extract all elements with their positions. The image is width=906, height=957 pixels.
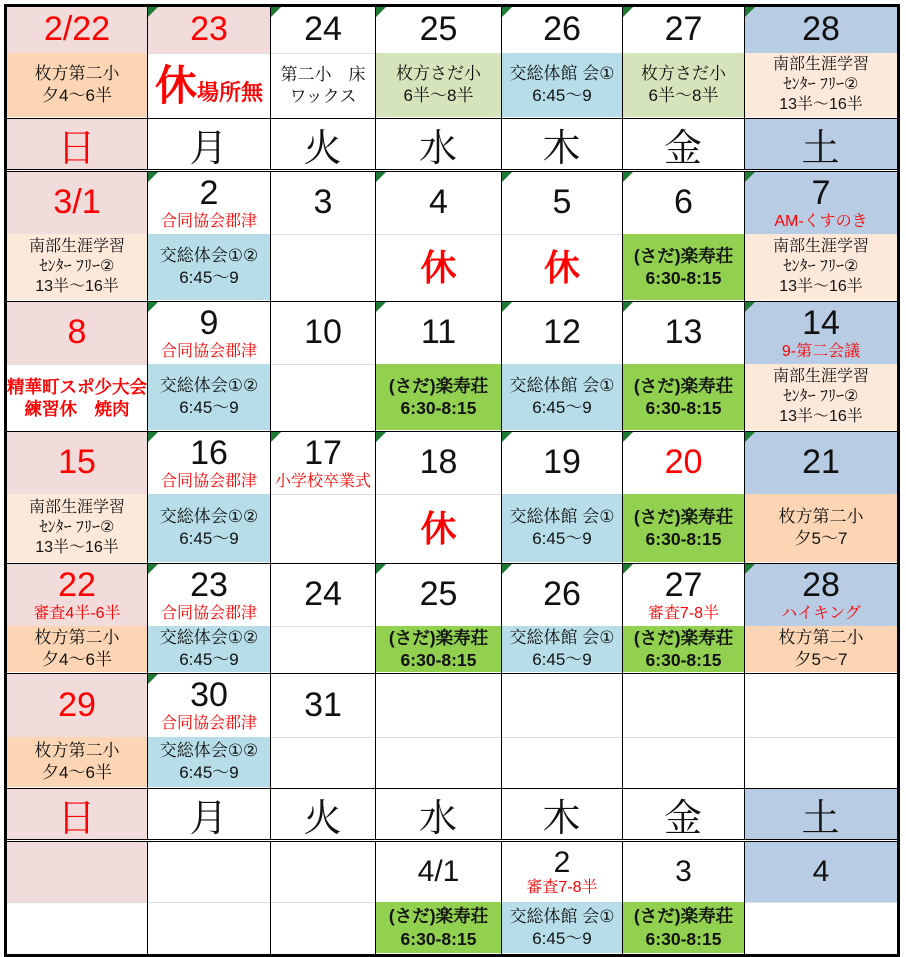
calendar-cell[interactable] bbox=[623, 172, 745, 301]
event-label bbox=[7, 902, 147, 954]
event-line: 枚方さだ小 bbox=[641, 64, 726, 84]
calendar-cell[interactable] bbox=[376, 564, 502, 673]
event-label bbox=[376, 737, 501, 788]
calendar-week-row bbox=[7, 564, 897, 674]
calendar-cell[interactable] bbox=[148, 564, 271, 673]
date-number: 2 bbox=[553, 845, 571, 879]
date-number: 30 bbox=[190, 676, 228, 715]
calendar-cell[interactable] bbox=[745, 302, 897, 431]
event-label bbox=[502, 902, 622, 953]
day-header-label: 金 bbox=[663, 127, 703, 169]
day-header-sat[interactable] bbox=[745, 119, 897, 169]
calendar-cell[interactable] bbox=[148, 674, 271, 788]
event-line: 枚方第二小 bbox=[34, 628, 120, 648]
event-label bbox=[376, 626, 501, 672]
event-line: 交総体館 会① bbox=[509, 507, 615, 527]
event-line: (さだ)楽寿荘 bbox=[388, 375, 489, 396]
event-line: 南部生涯学習 bbox=[28, 499, 125, 516]
kyu-note: 場所無 bbox=[197, 80, 264, 105]
calendar-cell[interactable] bbox=[271, 302, 376, 431]
day-header-row bbox=[7, 789, 897, 842]
comment-corner-icon bbox=[623, 302, 633, 312]
event-line: ｾﾝﾀｰ ﾌﾘｰ② bbox=[783, 388, 859, 405]
holiday-kyu-label: 休 bbox=[543, 247, 580, 288]
calendar-cell[interactable] bbox=[7, 172, 148, 301]
event-line: 南部生涯学習 bbox=[772, 56, 869, 73]
day-header-mon[interactable] bbox=[148, 119, 271, 169]
comment-corner-icon bbox=[148, 432, 158, 442]
event-line: 南部生涯学習 bbox=[772, 368, 869, 385]
comment-corner-icon bbox=[745, 432, 755, 442]
calendar-cell[interactable] bbox=[376, 302, 502, 431]
day-header-mon[interactable] bbox=[148, 789, 271, 839]
day-header-fri[interactable] bbox=[623, 119, 745, 169]
day-header-label: 日 bbox=[57, 127, 97, 169]
day-header-label: 水 bbox=[418, 127, 458, 169]
event-label bbox=[7, 626, 147, 672]
event-line: 6:30-8:15 bbox=[400, 928, 477, 949]
calendar-cell[interactable] bbox=[148, 432, 271, 563]
event-line: 交総体会①② bbox=[159, 507, 259, 527]
calendar-cell[interactable] bbox=[502, 674, 623, 788]
calendar-cell[interactable] bbox=[148, 7, 271, 118]
date-number: 28 bbox=[802, 10, 840, 49]
calendar-cell[interactable] bbox=[7, 842, 148, 954]
date-number: 4/1 bbox=[417, 855, 460, 889]
day-header-label: 日 bbox=[57, 797, 97, 839]
event-line: 6:45〜9 bbox=[532, 398, 592, 417]
event-line: ｾﾝﾀｰ ﾌﾘｰ② bbox=[783, 258, 859, 275]
event-line: 6:30-8:15 bbox=[400, 650, 477, 670]
event-line: 交総体館 会① bbox=[509, 628, 615, 648]
date-number: 5 bbox=[552, 183, 572, 222]
comment-corner-icon bbox=[148, 302, 158, 312]
comment-corner-icon bbox=[623, 432, 633, 442]
event-label bbox=[623, 737, 744, 788]
calendar-cell[interactable] bbox=[745, 564, 897, 673]
comment-corner-icon bbox=[745, 302, 755, 312]
event-label bbox=[623, 494, 744, 562]
date-number: 28 bbox=[802, 565, 840, 604]
event-line: 6:30-8:15 bbox=[645, 928, 722, 949]
event-label bbox=[502, 234, 622, 301]
kyu-char: 休 bbox=[154, 62, 197, 109]
day-header-label: 土 bbox=[801, 127, 841, 169]
date-annotation: 小学校卒業式 bbox=[274, 472, 371, 490]
event-line: 6半〜8半 bbox=[648, 86, 719, 105]
date-number: 27 bbox=[664, 10, 703, 49]
comment-corner-icon bbox=[502, 564, 512, 574]
event-label bbox=[7, 364, 147, 431]
date-annotation: 審査7-8半 bbox=[526, 879, 598, 897]
date-annotation: 合同協会郡津 bbox=[160, 212, 257, 230]
calendar-week-row bbox=[7, 432, 897, 564]
date-number: 11 bbox=[420, 313, 457, 352]
date-number: 29 bbox=[58, 685, 96, 724]
date-number: 26 bbox=[543, 10, 581, 49]
event-line: 6:30-8:15 bbox=[645, 268, 722, 288]
calendar-cell[interactable] bbox=[376, 842, 502, 954]
day-header-fri[interactable] bbox=[623, 789, 745, 839]
date-number: 25 bbox=[419, 10, 458, 49]
event-label bbox=[376, 902, 501, 953]
event-line: 13半〜16半 bbox=[35, 278, 119, 295]
event-label bbox=[502, 53, 622, 117]
event-line: 枚方第二小 bbox=[34, 741, 120, 761]
event-line: 13半〜16半 bbox=[35, 539, 119, 556]
event-line: 練習休 焼肉 bbox=[24, 399, 130, 419]
comment-corner-icon bbox=[623, 7, 633, 17]
event-line: 13半〜16半 bbox=[779, 278, 863, 295]
date-number: 24 bbox=[304, 10, 342, 49]
calendar-cell[interactable] bbox=[745, 432, 897, 563]
calendar-cell[interactable] bbox=[271, 172, 376, 301]
day-header-row bbox=[7, 119, 897, 172]
day-header-tue[interactable] bbox=[271, 789, 376, 839]
calendar-cell[interactable] bbox=[623, 564, 745, 673]
date-number: 23 bbox=[190, 10, 228, 49]
calendar-cell[interactable] bbox=[7, 302, 148, 431]
date-number: 19 bbox=[543, 443, 581, 482]
calendar-cell[interactable] bbox=[148, 842, 271, 954]
event-label bbox=[745, 364, 897, 430]
comment-corner-icon bbox=[148, 674, 158, 684]
comment-corner-icon bbox=[502, 302, 512, 312]
date-annotation: 合同協会郡津 bbox=[160, 604, 257, 622]
date-annotation: ハイキング bbox=[781, 604, 861, 622]
calendar-cell[interactable] bbox=[271, 674, 376, 788]
calendar-cell[interactable] bbox=[271, 7, 376, 118]
event-line: 夕4〜6半 bbox=[42, 86, 112, 105]
event-line: (さだ)楽寿荘 bbox=[633, 375, 734, 396]
event-line: 交総体会①② bbox=[159, 246, 259, 266]
event-label bbox=[271, 234, 375, 301]
day-header-sun[interactable] bbox=[7, 789, 148, 839]
date-number: 3 bbox=[313, 183, 333, 222]
day-header-sun[interactable] bbox=[7, 119, 148, 169]
day-header-label: 月 bbox=[189, 797, 229, 839]
event-line: 6:45〜9 bbox=[532, 86, 592, 105]
event-line: 13半〜16半 bbox=[779, 96, 863, 113]
calendar-week-row bbox=[7, 172, 897, 302]
comment-corner-icon bbox=[271, 7, 281, 17]
day-header-label: 火 bbox=[303, 127, 343, 169]
event-line: 交総体館 会① bbox=[509, 64, 615, 84]
event-line: 交総体館 会① bbox=[509, 906, 615, 926]
event-line: 13半〜16半 bbox=[779, 408, 863, 425]
event-line: 6:45〜9 bbox=[179, 268, 239, 287]
date-number: 4 bbox=[429, 183, 448, 222]
event-label bbox=[376, 494, 501, 563]
event-line: ｾﾝﾀｰ ﾌﾘｰ② bbox=[783, 76, 859, 93]
event-label bbox=[502, 364, 622, 430]
event-label bbox=[271, 902, 375, 954]
event-line: 6:30-8:15 bbox=[645, 650, 722, 670]
day-header-label: 木 bbox=[542, 797, 582, 839]
event-label bbox=[502, 626, 622, 672]
calendar-cell[interactable] bbox=[271, 842, 376, 954]
event-label bbox=[745, 902, 897, 954]
date-number: 22 bbox=[58, 565, 96, 604]
event-label bbox=[7, 494, 147, 562]
calendar-cell[interactable] bbox=[502, 842, 623, 954]
date-number: 3/1 bbox=[53, 183, 101, 222]
schedule-calendar bbox=[4, 4, 900, 957]
comment-corner-icon bbox=[745, 172, 755, 182]
calendar-cell[interactable] bbox=[502, 432, 623, 563]
day-header-label: 木 bbox=[542, 127, 582, 169]
event-line: 精華町スポ少大会 bbox=[7, 376, 147, 397]
event-line: 南部生涯学習 bbox=[772, 238, 869, 255]
date-annotation: 合同協会郡津 bbox=[160, 715, 257, 733]
day-header-tue[interactable] bbox=[271, 119, 376, 169]
comment-corner-icon bbox=[148, 172, 158, 182]
day-header-thu[interactable] bbox=[502, 789, 623, 839]
event-line: 6:45〜9 bbox=[179, 763, 239, 782]
date-number: 16 bbox=[190, 433, 228, 472]
event-label bbox=[623, 364, 744, 430]
event-label bbox=[271, 737, 375, 788]
event-label bbox=[745, 234, 897, 300]
comment-corner-icon bbox=[376, 7, 386, 17]
comment-corner-icon bbox=[745, 7, 755, 17]
event-line: 6:30-8:15 bbox=[400, 398, 477, 418]
event-label bbox=[745, 494, 897, 562]
event-line: (さだ)楽寿荘 bbox=[633, 506, 734, 527]
event-line: 枚方第二小 bbox=[778, 628, 864, 648]
event-line: 6:45〜9 bbox=[179, 650, 239, 669]
date-annotation: 審査4半-6半 bbox=[33, 604, 121, 622]
comment-corner-icon bbox=[148, 564, 158, 574]
date-number: 9 bbox=[199, 303, 219, 342]
day-header-wed[interactable] bbox=[376, 789, 502, 839]
event-line: 6半〜8半 bbox=[403, 86, 474, 105]
event-label bbox=[623, 626, 744, 672]
event-label bbox=[745, 737, 897, 788]
event-label bbox=[7, 53, 147, 117]
calendar-cell[interactable] bbox=[623, 7, 745, 118]
event-line: (さだ)楽寿荘 bbox=[388, 627, 489, 648]
calendar-cell[interactable] bbox=[271, 564, 376, 673]
date-number: 7 bbox=[811, 173, 831, 212]
event-label bbox=[271, 494, 375, 563]
event-line: ｾﾝﾀｰ ﾌﾘｰ② bbox=[39, 258, 115, 275]
calendar-cell[interactable] bbox=[7, 674, 148, 788]
comment-corner-icon bbox=[502, 432, 512, 442]
calendar-cell[interactable] bbox=[7, 432, 148, 563]
event-line: 夕4〜6半 bbox=[42, 763, 112, 782]
event-label bbox=[502, 737, 622, 788]
calendar-cell[interactable] bbox=[502, 302, 623, 431]
date-number: 31 bbox=[304, 685, 342, 724]
comment-corner-icon bbox=[376, 302, 386, 312]
event-label bbox=[271, 53, 375, 118]
event-line: 6:45〜9 bbox=[532, 928, 592, 948]
event-line: 交総体会①② bbox=[159, 741, 259, 761]
date-annotation: 合同協会郡津 bbox=[160, 472, 257, 490]
event-line: 枚方さだ小 bbox=[396, 64, 481, 84]
date-number: 14 bbox=[802, 303, 840, 342]
comment-corner-icon bbox=[376, 172, 386, 182]
calendar-week-row bbox=[7, 7, 897, 119]
date-number: 12 bbox=[543, 313, 581, 352]
date-number: 18 bbox=[419, 443, 458, 482]
day-header-label: 火 bbox=[303, 797, 343, 839]
date-number: 3 bbox=[675, 855, 692, 889]
comment-corner-icon bbox=[376, 564, 386, 574]
calendar-cell[interactable] bbox=[376, 172, 502, 301]
date-number: 6 bbox=[674, 183, 693, 222]
date-number: 21 bbox=[802, 443, 840, 482]
comment-corner-icon bbox=[502, 7, 512, 17]
event-line: (さだ)楽寿荘 bbox=[633, 906, 734, 927]
day-header-wed[interactable] bbox=[376, 119, 502, 169]
event-line: 6:30-8:15 bbox=[645, 398, 722, 418]
event-label bbox=[148, 234, 270, 300]
date-number: 8 bbox=[67, 313, 87, 352]
calendar-cell[interactable] bbox=[623, 674, 745, 788]
event-line: (さだ)楽寿荘 bbox=[388, 906, 489, 927]
calendar-cell[interactable] bbox=[502, 172, 623, 301]
calendar-cell[interactable] bbox=[623, 302, 745, 431]
event-label bbox=[623, 902, 744, 953]
event-line: ｾﾝﾀｰ ﾌﾘｰ② bbox=[39, 519, 115, 536]
event-label bbox=[376, 364, 501, 430]
date-number: 25 bbox=[419, 575, 458, 614]
date-number: 17 bbox=[304, 433, 342, 472]
day-header-label: 土 bbox=[801, 797, 841, 839]
comment-corner-icon bbox=[376, 432, 386, 442]
event-label bbox=[376, 234, 501, 301]
event-label bbox=[7, 234, 147, 300]
event-label bbox=[271, 626, 375, 673]
date-annotation: 9-第二会議 bbox=[781, 342, 861, 360]
date-number: 27 bbox=[664, 565, 703, 604]
event-line: 夕5〜7 bbox=[794, 650, 848, 669]
event-label bbox=[271, 364, 375, 431]
day-header-sat[interactable] bbox=[745, 789, 897, 839]
date-number: 23 bbox=[190, 565, 228, 604]
calendar-cell[interactable] bbox=[745, 172, 897, 301]
day-header-thu[interactable] bbox=[502, 119, 623, 169]
date-number: 20 bbox=[664, 443, 703, 482]
event-label bbox=[623, 234, 744, 300]
date-annotation: 審査7-8半 bbox=[647, 604, 720, 622]
event-label bbox=[148, 364, 270, 430]
comment-corner-icon bbox=[148, 7, 158, 17]
day-header-label: 水 bbox=[418, 797, 458, 839]
event-line: 枚方第二小 bbox=[778, 507, 864, 527]
event-label bbox=[148, 53, 270, 118]
calendar-cell[interactable] bbox=[148, 172, 271, 301]
event-label bbox=[148, 737, 270, 787]
day-header-label: 月 bbox=[189, 127, 229, 169]
event-line: 交総体会①② bbox=[159, 628, 259, 648]
calendar-cell[interactable] bbox=[376, 432, 502, 563]
event-line: 夕4〜6半 bbox=[42, 650, 112, 669]
event-label bbox=[376, 53, 501, 117]
event-line: (さだ)楽寿荘 bbox=[633, 245, 734, 266]
comment-corner-icon bbox=[271, 432, 281, 442]
event-line: 6:45〜9 bbox=[532, 529, 592, 548]
event-label bbox=[502, 494, 622, 562]
calendar-week-row bbox=[7, 302, 897, 432]
comment-corner-icon bbox=[502, 172, 512, 182]
calendar-cell[interactable] bbox=[623, 842, 745, 954]
event-line: 交総体会①② bbox=[159, 376, 259, 396]
calendar-cell[interactable] bbox=[745, 7, 897, 118]
calendar-cell[interactable] bbox=[376, 7, 502, 118]
event-line: 夕5〜7 bbox=[794, 529, 848, 548]
event-label bbox=[148, 902, 270, 954]
date-annotation: AM-くすのき bbox=[774, 212, 868, 230]
comment-corner-icon bbox=[623, 172, 633, 182]
calendar-week-row bbox=[7, 842, 897, 954]
event-label bbox=[7, 737, 147, 787]
calendar-cell[interactable] bbox=[7, 564, 148, 673]
event-line: 6:45〜9 bbox=[532, 650, 592, 669]
calendar-week-row bbox=[7, 674, 897, 789]
holiday-kyu-label bbox=[154, 62, 264, 109]
event-line: 交総体館 会① bbox=[509, 376, 615, 396]
date-number: 13 bbox=[664, 313, 703, 352]
date-number: 24 bbox=[304, 575, 342, 614]
event-line: 南部生涯学習 bbox=[28, 238, 125, 255]
event-line: ワックス bbox=[289, 87, 357, 106]
event-label bbox=[745, 53, 897, 117]
event-label bbox=[148, 626, 270, 672]
date-annotation: 合同協会郡津 bbox=[160, 342, 257, 360]
calendar-cell[interactable] bbox=[271, 432, 376, 563]
date-number: 15 bbox=[58, 443, 96, 482]
event-line: 6:45〜9 bbox=[179, 529, 239, 548]
holiday-kyu-label: 休 bbox=[420, 247, 457, 288]
date-number: 2 bbox=[199, 173, 219, 212]
comment-corner-icon bbox=[745, 564, 755, 574]
event-line: 枚方第二小 bbox=[34, 64, 120, 84]
date-number: 4 bbox=[812, 855, 830, 889]
calendar-cell[interactable] bbox=[7, 7, 148, 118]
calendar-cell[interactable] bbox=[745, 842, 897, 954]
date-number: 2/22 bbox=[43, 10, 111, 49]
calendar-cell[interactable] bbox=[148, 302, 271, 431]
date-number: 26 bbox=[543, 575, 581, 614]
event-line: 6:45〜9 bbox=[179, 398, 239, 417]
event-line: 6:30-8:15 bbox=[645, 529, 722, 549]
date-number: 10 bbox=[304, 313, 342, 352]
comment-corner-icon bbox=[623, 564, 633, 574]
day-header-label: 金 bbox=[663, 797, 703, 839]
holiday-kyu-label: 休 bbox=[420, 508, 457, 549]
calendar-cell[interactable] bbox=[376, 674, 502, 788]
event-label bbox=[148, 494, 270, 562]
event-label bbox=[745, 626, 897, 672]
calendar-cell[interactable] bbox=[745, 674, 897, 788]
calendar-cell[interactable] bbox=[502, 7, 623, 118]
calendar-cell[interactable] bbox=[502, 564, 623, 673]
calendar-cell[interactable] bbox=[623, 432, 745, 563]
event-line: 第二小 床 bbox=[280, 65, 366, 85]
event-line: (さだ)楽寿荘 bbox=[633, 627, 734, 648]
event-label bbox=[623, 53, 744, 117]
